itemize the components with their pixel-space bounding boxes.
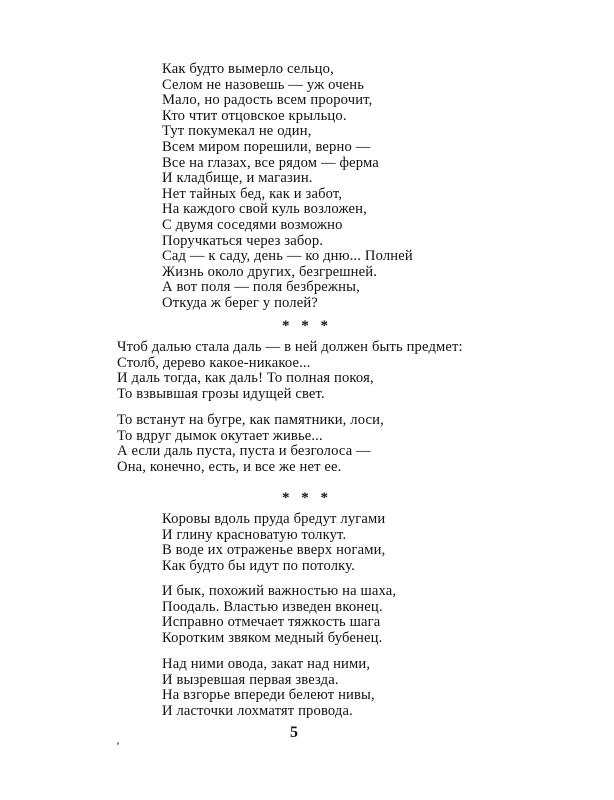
poem-3-line: На взгорье впереди белеют нивы, [162,687,375,704]
poem-1-line: Нет тайных бед, как и забот, [162,185,343,202]
poem-3-line: Коровы вдоль пруда бредут лугами [162,511,386,527]
poem-2-stanza-2 [117,413,384,475]
print-speck [117,742,119,745]
poem-3-line: Как будто бы идут по потолку. [162,557,355,574]
poem-1-line: А вот поля — поля безбрежны, [162,279,360,296]
poem-2-stanza-1 [117,340,463,402]
poem-2-line: Столб, дерево какое-никакое... [117,354,311,371]
poem-1-line: Жизнь около других, безгрешней. [162,263,378,280]
poem-3-stanza-3 [162,657,375,719]
poem-3-line: Над ними овода, закат над ними, [162,656,371,672]
section-divider: * * * [282,318,332,334]
poem-1 [162,62,413,312]
poem-2-line: А если даль пуста, пуста и безголоса — [117,443,371,460]
poem-3-line: Исправно отмечает тяжкость шага [162,614,381,631]
poem-3-line: Поодаль. Властью изведен вконец. [162,598,383,615]
poem-3-line: И вызревшая первая звезда. [162,671,339,688]
poem-3-line: В воде их отраженье вверх ногами, [162,542,386,559]
poem-1-line: Откуда ж берег у полей? [162,294,318,311]
poem-1-line: Селом не назовешь — уж очень [162,76,365,93]
poem-2-line: Она, конечно, есть, и все же нет ее. [117,458,342,475]
poem-1-line: На каждого свой куль возложен, [162,201,367,218]
poem-1-line: Все на глазах, все рядом — ферма [162,154,379,171]
poem-1-line: Всем миром порешили, верно — [162,138,371,155]
poem-3-stanza-1 [162,512,385,574]
poem-3-line: И ласточки лохматят провода. [162,702,353,719]
poem-2-line: То встанут на бугре, как памятники, лоси, [117,412,384,428]
poem-1-line: И кладбище, и магазин. [162,170,313,187]
poem-1-line: Мало, но радость всем пророчит, [162,92,373,109]
section-divider: * * * [282,490,332,506]
poem-2-line: Чтоб далью стала даль — в ней должен быть предмет: [117,339,463,355]
poem-1-line: Как будто вымерло сельцо, [162,61,334,77]
poem-1-line: Сад — к саду, день — ко дню... Полней [162,248,413,265]
poem-3-line: И бык, похожий важностью на шаха, [162,583,397,599]
poem-1-line: Кто чтит отцовское крыльцо. [162,107,347,124]
poem-2-line: То взвывшая грозы идущей свет. [117,385,325,402]
page-number: 5 [290,724,298,741]
poem-1-line: Тут покумекал не один, [162,123,312,140]
poem-2-line: То вдруг дымок окутает живье... [117,427,323,444]
poem-1-line: С двумя соседями возможно [162,216,343,233]
poem-1-line: Поручкаться через забор. [162,232,324,249]
poem-3-line: Коротким звяком медный бубенец. [162,629,383,646]
poem-3-line: И глину красноватую толкут. [162,526,347,543]
poem-2-line: И даль тогда, как даль! То полная покоя, [117,370,374,387]
poem-3-stanza-2 [162,584,396,646]
